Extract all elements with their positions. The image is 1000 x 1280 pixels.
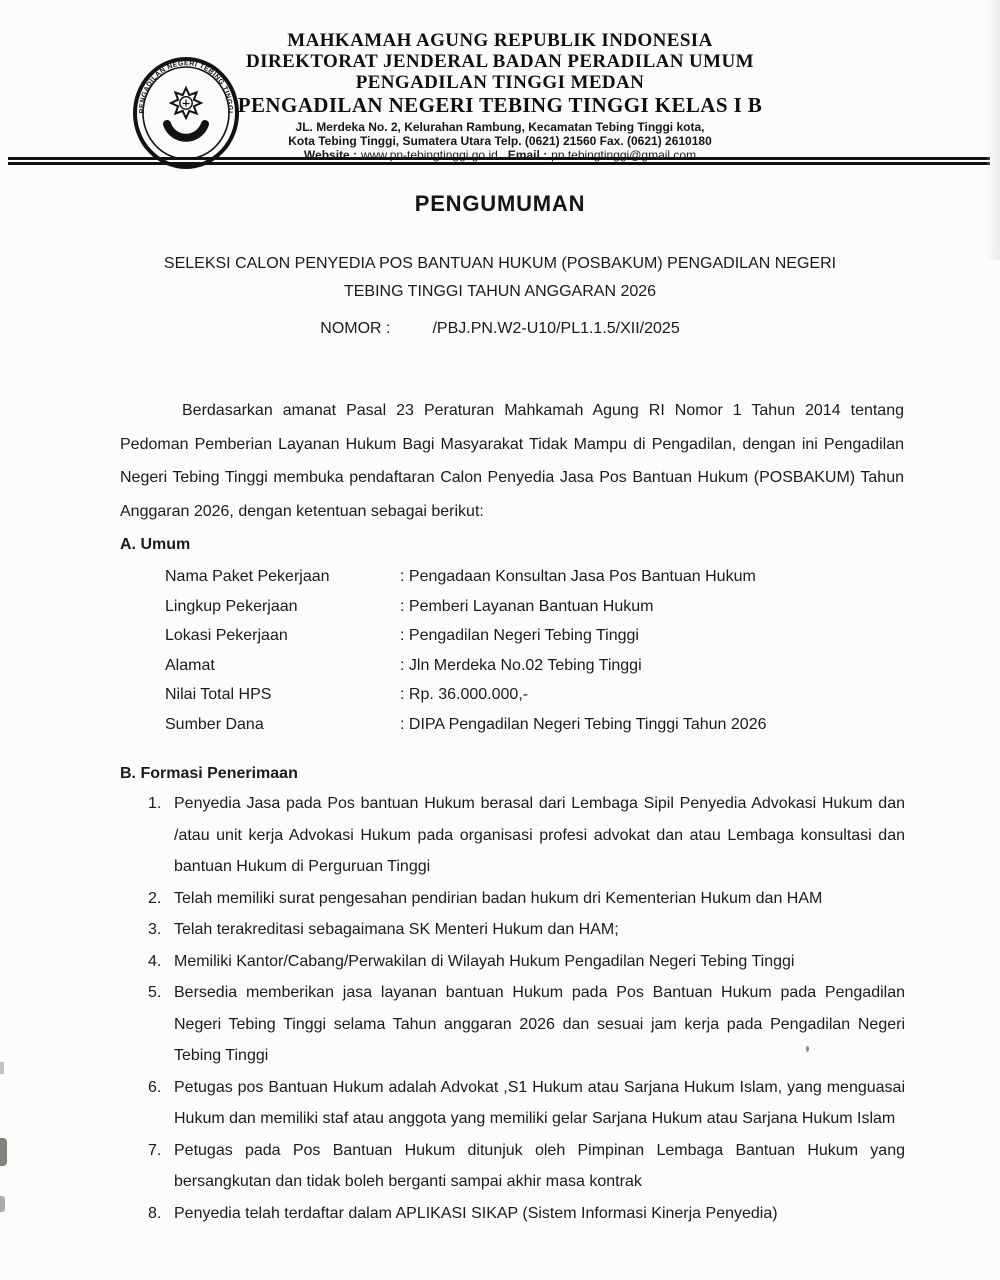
detail-row <box>120 680 904 710</box>
detail-value: : Jln Merdeka No.02 Tebing Tinggi <box>400 656 642 674</box>
list-item <box>120 1135 905 1198</box>
opening-paragraph: Berdasarkan amanat Pasal 23 Peraturan Mahkamah Agung RI Nomor 1 Tahun 2014 tentang Pedoman Pemberian Layanan Hukum Bagi Masyarakat Tidak Mampu di Pengadilan, dengan ini Pengadilan Negeri Tebing Tinggi membuka pendaftaran Calon Penyedia Jasa Pos Bantuan Hukum (POSBAKUM) Tahun Anggaran 2026, dengan ketentuan sebagai berikut: <box>120 402 904 520</box>
list-item-text: Memiliki Kantor/Cabang/Perwakilan di Wilayah Hukum Pengadilan Negeri Tebing Tinggi <box>174 952 795 970</box>
section-b-formasi <box>120 760 905 1229</box>
list-item <box>120 788 905 883</box>
nomor-label: NOMOR : <box>320 320 391 337</box>
detail-value: : Pengadaan Konsultan Jasa Pos Bantuan Hukum <box>400 568 756 585</box>
detail-row <box>120 710 904 740</box>
scan-artifact <box>0 1062 4 1074</box>
detail-label: Nama Paket Pekerjaan <box>165 568 330 585</box>
email-address: pn.tebingtinggi@gmail.com <box>551 148 697 162</box>
detail-row <box>120 651 904 681</box>
detail-label: Alamat <box>165 656 215 674</box>
list-item <box>120 977 905 1072</box>
document-number-line <box>0 320 1000 338</box>
document-title: PENGUMUMAN <box>414 191 586 216</box>
list-item <box>120 946 905 978</box>
list-item-text: Petugas pada Pos Bantuan Hukum ditunjuk oleh Pimpinan Lembaga Bantuan Hukum yang bersangkutan dan tidak boleh berganti sampai akhir masa kontrak <box>174 1141 905 1190</box>
header-divider-rule <box>8 157 990 165</box>
scan-artifact <box>0 1196 5 1212</box>
detail-value: : Pengadilan Negeri Tebing Tinggi <box>400 627 639 644</box>
org-line-4: PENGADILAN NEGERI TEBING TINGGI KELAS I B <box>237 93 763 117</box>
address-line-2: Kota Tebing Tinggi, Sumatera Utara Telp. (0621) 21560 Fax. (0621) 2610180 <box>288 134 712 148</box>
detail-value: : DIPA Pengadilan Negeri Tebing Tinggi Tahun 2026 <box>400 715 767 733</box>
org-line-3: PENGADILAN TINGGI MEDAN <box>355 72 645 93</box>
list-item-number: 7. <box>148 1141 162 1159</box>
list-item-number: 3. <box>148 921 162 938</box>
subject-line-2: TEBING TINGGI TAHUN ANGGARAN 2026 <box>343 283 657 300</box>
detail-value: : Rp. 36.000.000,- <box>400 686 529 703</box>
list-item <box>120 914 905 946</box>
detail-label: Lingkup Pekerjaan <box>165 597 298 615</box>
list-item <box>120 1072 905 1135</box>
letterhead <box>0 30 1000 162</box>
subject-line-1: SELEKSI CALON PENYEDIA POS BANTUAN HUKUM (POSBAKUM) PENGADILAN NEGERI <box>163 255 837 272</box>
detail-label: Lokasi Pekerjaan <box>165 627 288 644</box>
list-item-number: 6. <box>148 1078 162 1096</box>
org-line-1: MAHKAMAH AGUNG REPUBLIK INDONESIA <box>287 30 713 51</box>
list-item-text: Petugas pos Bantuan Hukum adalah Advokat ,S1 Hukum atau Sarjana Hukum Islam, yang menguasai Hukum dan memiliki staf atau anggota yang memiliki gelar Sarjana Hukum atau Sarjana Hukum Islam <box>174 1078 905 1127</box>
list-item <box>120 1198 905 1230</box>
list-item-text: Penyedia telah terdaftar dalam APLIKASI SIKAP (Sistem Informasi Kinerja Penyedia) <box>174 1204 778 1222</box>
detail-label: Nilai Total HPS <box>165 686 272 703</box>
list-item-text: Bersedia memberikan jasa layanan bantuan Hukum pada Pos Bantuan Hukum pada Pengadilan Negeri Tebing Tinggi selama Tahun anggaran 2026 dan sesuai jam kerja pada Pengadilan Negeri Tebing Tinggi <box>174 984 905 1064</box>
list-item <box>120 883 905 915</box>
list-item-number: 4. <box>148 952 162 970</box>
list-item-number: 1. <box>148 795 162 812</box>
detail-value: : Pemberi Layanan Bantuan Hukum <box>400 597 654 615</box>
seal-ring-text: PENGADILAN NEGERI TEBING TINGGI <box>138 60 234 114</box>
detail-label: Sumber Dana <box>165 715 264 733</box>
list-item-text: Telah memiliki surat pengesahan pendirian badan hukum dri Kementerian Hukum dan HAM <box>174 889 823 907</box>
list-item-number: 8. <box>148 1204 162 1222</box>
document-subject <box>90 250 910 306</box>
list-item-text: Telah terakreditasi sebagaimana SK Menteri Hukum dan HAM; <box>174 921 619 938</box>
list-item-number: 5. <box>148 984 162 1001</box>
detail-row <box>120 562 904 592</box>
section-a-heading: A. Umum <box>120 536 191 553</box>
scan-artifact <box>0 1138 7 1166</box>
list-item-number: 2. <box>148 889 162 907</box>
email-label: Email : <box>507 148 548 162</box>
section-b-heading: B. Formasi Penerimaan <box>120 765 298 782</box>
address-line-1: JL. Merdeka No. 2, Kelurahan Rambung, Kecamatan Tebing Tinggi kota, <box>295 120 705 134</box>
scan-artifact <box>986 0 1000 260</box>
org-line-2: DIREKTORAT JENDERAL BADAN PERADILAN UMUM <box>246 51 754 72</box>
detail-row <box>120 592 904 622</box>
website-label: Website : <box>303 148 358 162</box>
scan-artifact <box>806 1046 809 1052</box>
nomor-value: /PBJ.PN.W2-U10/PL1.1.5/XII/2025 <box>432 320 680 337</box>
list-item-text: Penyedia Jasa pada Pos bantuan Hukum berasal dari Lembaga Sipil Penyedia Advokasi Hukum dan /atau unit kerja Advokasi Hukum pada organisasi profesi advokat dan atau Lembaga konsultasi dan bantuan Hukum di Perguruan Tinggi <box>174 795 905 875</box>
section-a-umum <box>120 536 904 739</box>
detail-row <box>120 621 904 651</box>
website-url: www.pn-tebingtinggi.go.id <box>361 148 498 162</box>
